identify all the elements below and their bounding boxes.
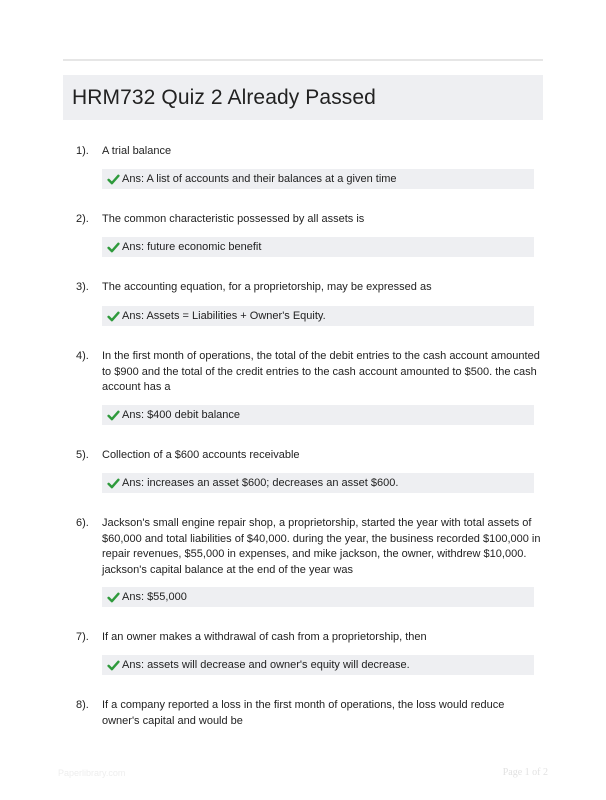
question-text: The common characteristic possessed by all assets is (102, 213, 365, 225)
question-text: If an owner makes a withdrawal of cash from a proprietorship, then (102, 631, 427, 643)
footer-site-watermark: Paperlibrary.com (58, 768, 126, 778)
answer-box (102, 655, 534, 675)
answer-text: Ans: $400 debit balance (122, 409, 241, 421)
question-number: 3). (76, 281, 89, 293)
check-icon (107, 409, 120, 422)
top-divider (63, 59, 543, 61)
question-number: 2). (76, 213, 89, 225)
page-number: Page 1 of 2 (502, 767, 548, 778)
page-title: HRM732 Quiz 2 Already Passed (72, 85, 376, 109)
answer-text: Ans: A list of accounts and their balances at a given time (122, 173, 397, 185)
question-number: 4). (76, 350, 89, 362)
question-number: 7). (76, 631, 89, 643)
question-text: Jackson's small engine repair shop, a proprietorship, started the year with total assets of $60,000 and total liabilities of $40,000. during the year, the business recorded $100,000 in repair revenues, $55,000 in expenses, and mike jackson, the owner, withdrew $10,000. jackson's capital balance at the end of the year was (102, 517, 541, 576)
answer-box (102, 587, 534, 607)
question-number: 5). (76, 449, 89, 461)
question-number: 6). (76, 517, 89, 529)
check-icon (107, 241, 120, 254)
question-text: The accounting equation, for a proprietorship, may be expressed as (102, 281, 432, 293)
answer-text: Ans: increases an asset $600; decreases an asset $600. (122, 477, 399, 489)
check-icon (107, 477, 120, 490)
question-text: Collection of a $600 accounts receivable (102, 449, 300, 461)
answer-text: Ans: assets will decrease and owner's equity will decrease. (122, 659, 410, 671)
answer-box (102, 405, 534, 425)
question-text: In the first month of operations, the total of the debit entries to the cash account amounted to $900 and the total of the credit entries to the cash account amounted to $500. the cash account has a (102, 350, 540, 393)
answer-box (102, 237, 534, 257)
answer-text: Ans: future economic benefit (122, 241, 262, 253)
answer-box (102, 169, 534, 189)
check-icon (107, 591, 120, 604)
question-number: 1). (76, 145, 89, 157)
answer-box (102, 473, 534, 493)
answer-text: Ans: Assets = Liabilities + Owner's Equity. (122, 310, 326, 322)
question-number: 8). (76, 699, 89, 711)
check-icon (107, 659, 120, 672)
answer-text: Ans: $55,000 (122, 591, 187, 603)
question-text: A trial balance (102, 145, 172, 157)
question-text: If a company reported a loss in the first month of operations, the loss would reduce owner's capital and would be (102, 699, 505, 727)
title-banner (63, 75, 543, 120)
check-icon (107, 310, 120, 323)
answer-box (102, 306, 534, 326)
check-icon (107, 173, 120, 186)
